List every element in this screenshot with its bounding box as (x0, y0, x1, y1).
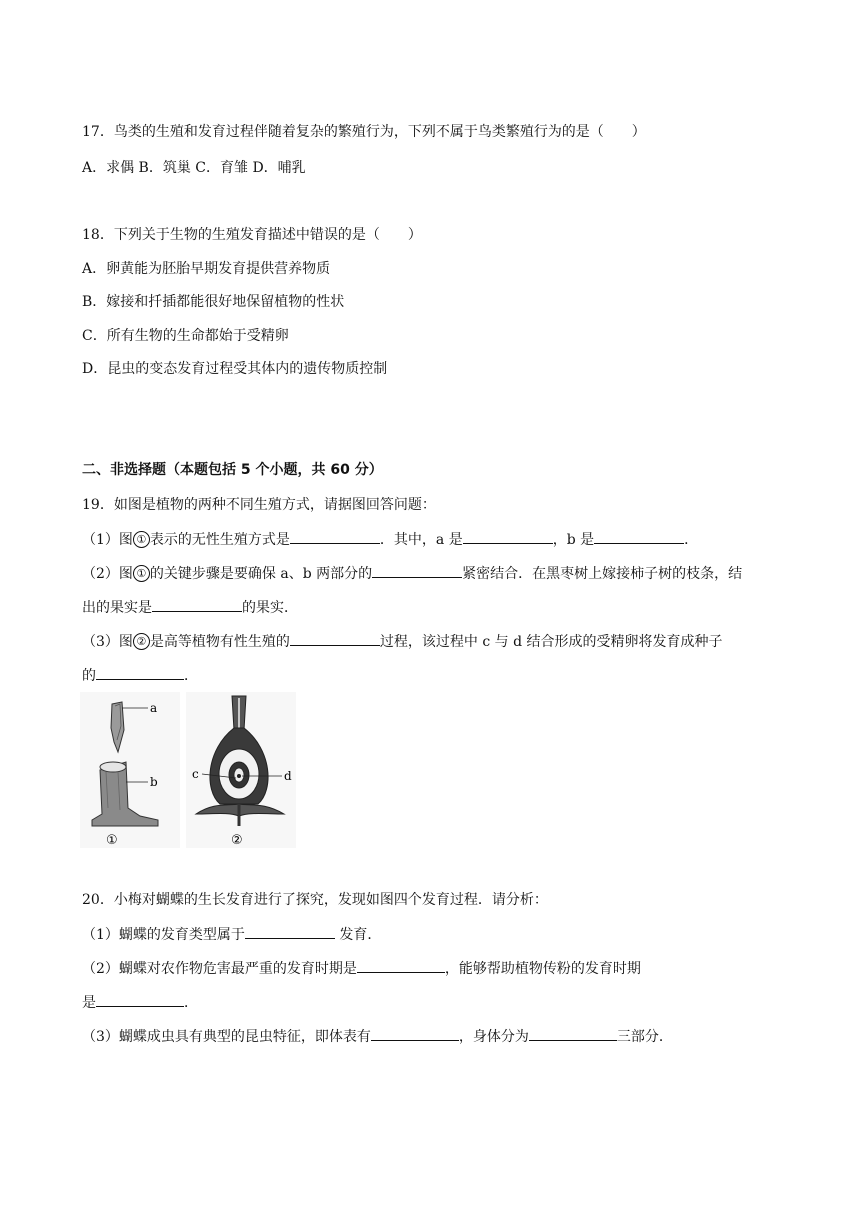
label-d: d (284, 769, 292, 783)
q20-part3-text-b: ，身体分为 (458, 1029, 529, 1045)
q19-part3-text-e: ． (184, 668, 198, 684)
q19-part1-text-a: （1）图 (82, 532, 133, 548)
grafting-illustration (80, 692, 180, 848)
answer-blank[interactable] (96, 665, 184, 680)
section-heading: 二、非选择题（本题包括 5 个小题，共 60 分） (82, 462, 383, 478)
q19-part3-cont (82, 665, 198, 686)
answer-blank[interactable] (152, 597, 242, 612)
answer-blank[interactable] (290, 529, 380, 544)
circled-number: ① (133, 531, 150, 548)
q20-part1-text-a: （1）蝴蝶的发育类型属于 (82, 927, 245, 943)
q18-option-c: C．所有生物的生命都始于受精卵 (82, 328, 289, 344)
q19-part3 (82, 631, 723, 652)
q20-part2-text-a: （2）蝴蝶对农作物危害最严重的发育时期是 (82, 961, 357, 977)
q19-part3-text-d: 的 (82, 668, 96, 684)
q18-option-a: A．卵黄能为胚胎早期发育提供营养物质 (82, 261, 331, 277)
answer-blank[interactable] (372, 563, 462, 578)
circled-number: ① (133, 565, 150, 582)
q17-options: A．求偶 B．筑巢 C．育雏 D．哺乳 (82, 160, 306, 176)
q20-part3-text-c: 三部分． (616, 1029, 673, 1045)
q19-part2-text-c: 紧密结合．在黑枣树上嫁接柿子树的枝条，结 (462, 566, 743, 582)
figure-number-1: ① (106, 833, 118, 848)
answer-blank[interactable] (529, 1026, 617, 1041)
plant-reproduction-figure (78, 690, 298, 850)
q20-part2-text-c: 是 (82, 995, 96, 1011)
q18-option-d: D．昆虫的变态发育过程受其体内的遗传物质控制 (82, 361, 388, 377)
q19-part1-text-c: ．其中，a 是 (379, 532, 463, 548)
q19-part3-text-b: 是高等植物有性生殖的 (149, 634, 290, 650)
q20-part2-cont (82, 992, 198, 1013)
q19-stem: 19．如图是植物的两种不同生殖方式，请据图回答问题： (82, 497, 436, 513)
q20-stem: 20．小梅对蝴蝶的生长发育进行了探究，发现如图四个发育过程．请分析： (82, 892, 548, 908)
answer-blank[interactable] (245, 924, 335, 939)
answer-blank[interactable] (357, 958, 445, 973)
answer-blank[interactable] (594, 529, 684, 544)
q19-part1-text-b: 表示的无性生殖方式是 (149, 532, 290, 548)
q18-stem: 18．下列关于生物的生殖发育描述中错误的是（ ） (82, 227, 422, 243)
label-a: a (150, 701, 158, 715)
q20-part2 (82, 958, 641, 979)
answer-blank[interactable] (463, 529, 553, 544)
q19-part2-text-b: 的关键步骤是要确保 a、b 两部分的 (149, 566, 373, 582)
q19-part2-cont (82, 597, 298, 618)
q20-part2-text-d: ． (184, 995, 198, 1011)
q19-part3-text-a: （3）图 (82, 634, 133, 650)
answer-blank[interactable] (96, 992, 184, 1007)
q19-part2 (82, 563, 742, 584)
q19-part2-text-d: 出的果实是 (82, 600, 152, 616)
q17-stem: 17．鸟类的生殖和发育过程伴随着复杂的繁殖行为，下列不属于鸟类繁殖行为的是（ ） (82, 124, 646, 140)
q20-part3 (82, 1026, 673, 1047)
q19-part2-text-a: （2）图 (82, 566, 133, 582)
q19-part1-text-d: ，b 是 (552, 532, 595, 548)
q18-option-b: B．嫁接和扦插都能很好地保留植物的性状 (82, 294, 345, 310)
answer-blank[interactable] (290, 631, 380, 646)
circled-number: ② (133, 633, 150, 650)
q20-part1-text-b: 发育． (334, 927, 382, 943)
q20-part1 (82, 924, 381, 945)
q20-part2-text-b: ，能够帮助植物传粉的发育时期 (444, 961, 641, 977)
q19-part1 (82, 529, 698, 550)
answer-blank[interactable] (371, 1026, 459, 1041)
q20-part3-text-a: （3）蝴蝶成虫具有典型的昆虫特征，即体表有 (82, 1029, 371, 1045)
q19-part1-text-e: ． (684, 532, 699, 548)
label-b: b (150, 775, 158, 789)
q19-part3-text-c: 过程，该过程中 c 与 d 结合形成的受精卵将发育成种子 (379, 634, 723, 650)
q19-part2-text-e: 的果实． (242, 600, 298, 616)
pistil-illustration (186, 692, 296, 848)
label-c: c (192, 767, 199, 781)
figure-number-2: ② (231, 833, 243, 848)
